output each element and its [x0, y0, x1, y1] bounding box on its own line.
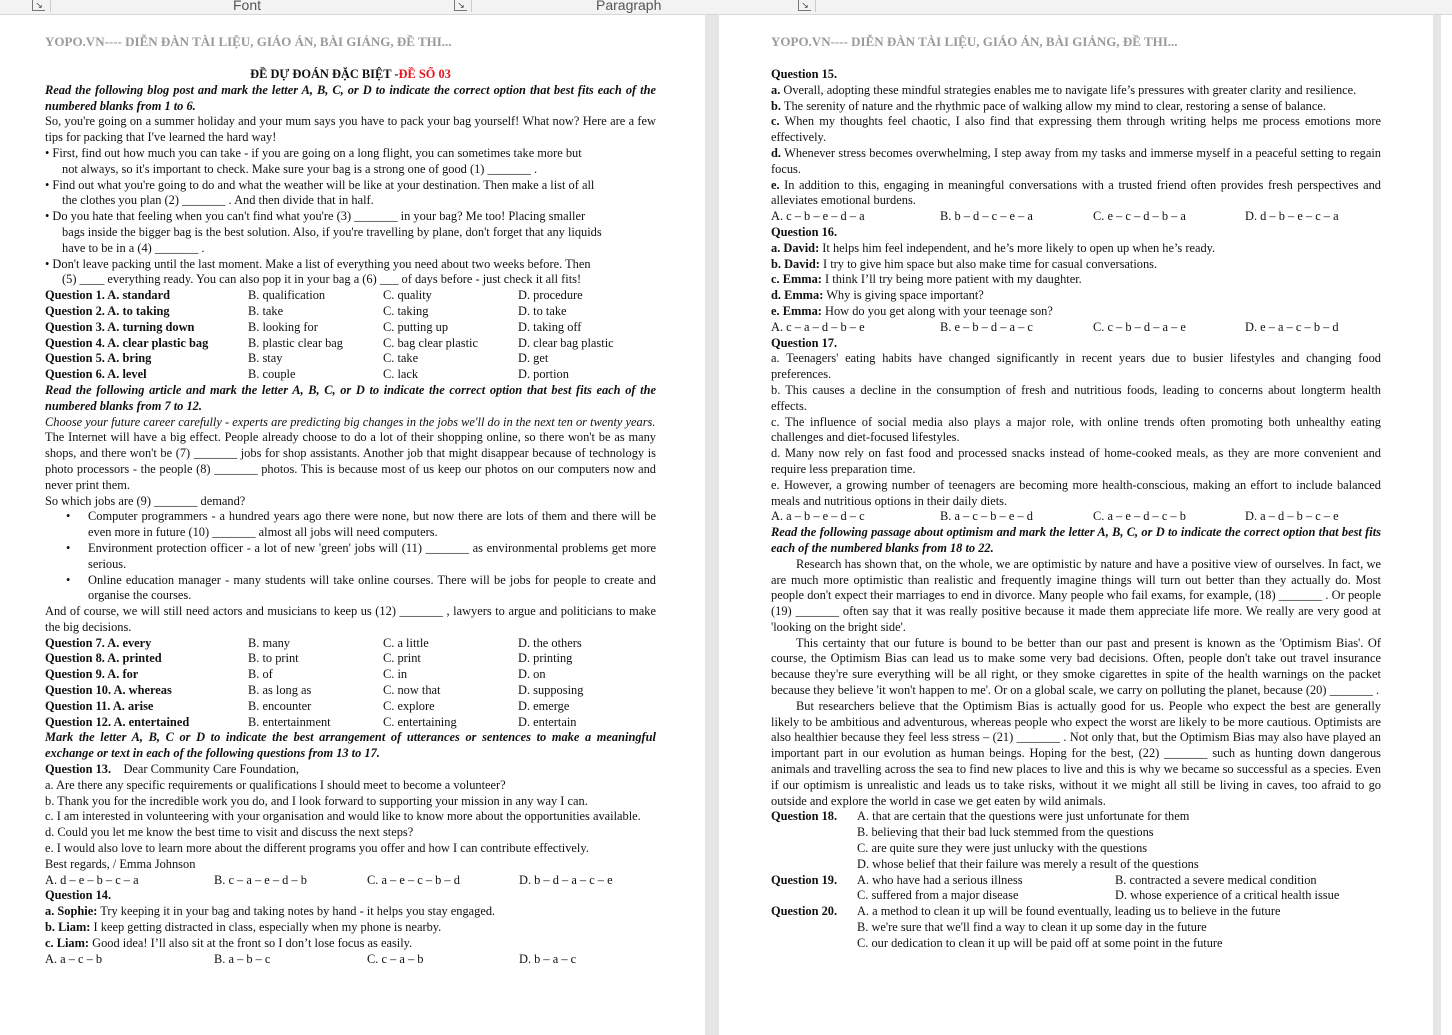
- answer-options: A. c – a – d – b – e B. e – b – d – a – c C. c – b – d – a – e D. e – a – c – b – d: [771, 319, 1339, 334]
- paragraph-dialog-launcher-icon[interactable]: ↘: [798, 0, 811, 11]
- document-page-2[interactable]: [719, 15, 1433, 1035]
- answer-options: A. a – b – e – d – c B. a – c – b – e – d C. a – e – d – c – b D. a – d – b – c – e: [771, 509, 1339, 524]
- page-header: YOPO.VN---- DIỄN ĐÀN TÀI LIỆU, GIÁO ÁN, BÀI GIẢNG, ĐỀ THI...: [45, 34, 452, 49]
- list-item: • Online education manager - many students will take online courses. There will be jobs for people to create and organise the courses.: [45, 573, 656, 605]
- question-row: Question 8. A. printed B. to print C. print D. printing: [45, 651, 573, 666]
- ribbon-group-labels: [0, 0, 1452, 15]
- passage-paragraph: Research has shown that, on the whole, we are optimistic by nature and have a positive view of ourselves. In fact, we are much more optimistic than realistic and frequently imagine things will turn out better than they actually do. Most people don't expect their marriages to end in divorce. Many people who fail exams, for example, (18) _______ . Or people (19) _______ often say that it was really positive because it made them appreciate life more. We really are very good at 'looking on the bright side'.: [771, 556, 1381, 634]
- clipboard-dialog-launcher-icon[interactable]: ↘: [32, 0, 45, 11]
- passage-paragraph: This certainty that our future is bound to be better than our past and present is known as the 'Optimism Bias'. Of course, the Optimism Bias can lead us to make some very bad decisions. Often, people don't take out travel insurance because they're sure everything will be all right, or they smoke cigarettes in spite of the health warnings on the packet because they believe 'it won't happen to me'. Or on a global scale, we carry on polluting the planet, because (20) _______ .: [771, 635, 1381, 698]
- exam-title: ĐỀ DỰ ĐOÁN ĐẶC BIỆT -ĐỀ SỐ 03: [250, 67, 451, 81]
- page-header: YOPO.VN---- DIỄN ĐÀN TÀI LIỆU, GIÁO ÁN, BÀI GIẢNG, ĐỀ THI...: [771, 34, 1178, 49]
- question-row: Question 3. A. turning down B. looking for C. putting up D. taking off: [45, 319, 582, 334]
- font-group-label: Font: [233, 0, 262, 13]
- font-dialog-launcher-icon[interactable]: ↘: [454, 0, 467, 11]
- questions-1-6: [45, 288, 656, 383]
- paragraph-group-label: Paragraph: [596, 0, 662, 13]
- list-item: • Environment protection officer - a lot of new 'green' jobs will (11) _______ as environmental problems get more serious.: [45, 541, 656, 573]
- answer-options: A. d – e – b – c – a B. c – a – e – d – b C. a – e – c – b – d D. b – d – a – c – e: [45, 872, 613, 887]
- question-row: Question 6. A. level B. couple C. lack D. portion: [45, 367, 569, 382]
- question-row: Question 7. A. every B. many C. a little D. the others: [45, 635, 582, 650]
- answer-options: A. c – b – e – d – a B. b – d – c – e – a C. e – c – d – b – a D. d – b – e – c – a: [771, 209, 1339, 224]
- questions-7-12: [45, 636, 656, 731]
- instruction-2: Read the following article and mark the letter A, B, C, or D to indicate the correct option that best fits each of the numbered blanks from 7 to 12.: [45, 382, 656, 413]
- page-2-content: Question 15. a. Overall, adopting these mindful strategies enables me to navigate life’s pressures with greater clarity and resilience. b. The serenity of nature and the rhythmic pace of walking allow my mind to clear, restoring a sense of balance. c. When my thoughts feel chaotic, I also find that expressing them through writing helps me process emotions more effectively. d. Whenever stress becomes overwhelming, I step away from my tasks and immerse myself in a peaceful setting to regain focus. e. In addition to this, engaging in meaningful conversations with a trusted friend often provides fresh perspectives and alleviates emotional burdens. A. c – b – e – d – a B. b – d – c – e – a C. e – c – d – b – a D. d – b – e – c – a Question 16. a. David: It helps him feel independent, and he’s more likely to open up when he’s ready. b. David: I try to give him space but also make time for casual conversations. c. Emma: I think I’ll try being more patient with my daughter. d. Emma: Why is giving space important? e. Emma: How do you get along with your teenage son? A. c – a – d – b – e B. e – b – d – a – c C. c – b – d – a – e D. e – a – c – b – d Question 17. a. Teenagers' eating habits have changed significantly in recent years due to busier lifestyles and changing food preferences. b. This causes a decline in the consumption of fresh and nutritious foods, leading to concerns about longterm health effects. c. The influence of social media also plays a major role, with online trends often promoting both unhealthy eating challenges and diet-focused lifestyles. d. Many now rely on fast food and processed snacks instead of home-cooked meals, as they are more convenient and require less preparation time. e. However, a growing number of teenagers are becoming more health-conscious, making an effort to include balanced meals and nutritious options in their daily diets. A. a – b – e – d – c B. a – c – b – e – d C. a – e – d – c – b D. a – d – b – c – e Read the following passage about optimism and mark the letter A, B, C, or D to indicate the correct option that best fits each of the numbered blanks from 18 to 22. Research has shown that, on the whole, we are optimistic by nature and have a positive view of ourselves. In fact, we are much more optimistic than realistic and frequently imagine things will turn out better than they actually do. Most people don't expect their marriages to end in divorce. Many people who fail exams, for example, (18) _______ . Or people (19) _______ often say that it was really positive because it made them appreciate life more. We really are very good at 'looking on the bright side'. This certainty that our future is bound to be better than our past and present is known as the 'Optimism Bias'. Of course, the Optimism Bias can lead us to make some very bad decisions. Often, people don't take out travel insurance because they're sure everything will be all right, or they smoke cigarettes in spite of the health warnings on the packet because they believe 'it won't happen to me'. Or on a global scale, we carry on polluting the planet, because (20) _______ . But researchers believe that the Optimism Bias is actually good for us. People who expect the best are generally likely to be ambitious and adventurous, whereas people who expect the worst are likely to be more cautious. Optimists are also healthier because they feel less stress – (21) _______ . Not only that, but the Optimism Bias may also have played an important part in our evolution as human beings. Hoping for the best, (22) _______ such as hunting down dangerous animals and travelling across the sea to find new places to live and this is why we became so successful as a species. Even if our optimism is unrealistic and leads us to take risks, without it we might all still be living in caves, too afraid to go outside and explore the world in case we get eaten by wild animals. Question 18. A. that are certain that the questions were just unfortunate for them B. believing that their bad luck stemmed from the questions C. are quite sure they were just unlucky with the questions D. whose belief that their failure was merely a result of the questions Question 19. A. who have had a serious illness B. contracted a severe medical condition C. suffered from a major disease D. whose experience of a critical health issue Question 20. A. a method to clean it up will be found eventually, leading us to believe in the future B. we're sure that we'll find a way to clean it up some day in the future C. our dedication to clean it up will be paid off at some point in the future: [771, 67, 1381, 950]
- article-end: And of course, we will still need actors and musicians to keep us (12) _______ , lawyers to argue and politicians to make the big decisions.: [45, 604, 656, 634]
- question-row: Question 10. A. whereas B. as long as C. now that D. supposing: [45, 683, 584, 698]
- page-1-content: ĐỀ DỰ ĐOÁN ĐẶC BIỆT -ĐỀ SỐ 03 Read the following blog post and mark the letter A, B, C, or D to indicate the correct option that best fits each of the numbered blanks from 1 to 6. So, you're going on a summer holiday and your mum says you have to pack your bag yourself! What now? Here are a few tips for packing that I've learned the hard way! • First, find out how much you can take - if you are going on a long flight, you can sometimes take more but not always, so it's important to check. Make sure your bag is a strong one of good (1) _______ . • Find out what you're going to do and what the weather will be like at your destination. Then make a list of all the clothes you plan (2) _______ . And then divide that in half. • Do you hate that feeling when you can't find what you're (3) _______ in your bag? Me too! Placing smaller bags inside the bigger bag is the best solution. Also, if you're travelling by plane, don't forget that any liquids have to be in a (4) _______ . • Don't leave packing until the last moment. Make a list of everything you need about two weeks before. Then (5) ____ everything ready. You can also pop it in your bag a (6) ___ of days before - just check it all fits! Question 1. A. standard B. qualification C. quality D. procedure Question 2. A. to taking B. take C. taking D. to take Question 3. A. turning down B. looking for C. putting up D. taking off Question 4. A. clear plastic bag B. plastic clear bag C. bag clear plastic D. clear bag plastic Question 5. A. bring B. stay C. take D. get Question 6. A. level B. couple C. lack D. portion Read the following article and mark the letter A, B, C, or D to indicate the correct option that best fits each of the numbered blanks from 7 to 12. Choose your future career carefully - experts are predicting big changes in the jobs we'll do in the next ten or twenty years. The Internet will have a big effect. People already choose to do a lot of their shopping online, so there won't be as many shops, and there won't be (7) _______ jobs for shop assistants. Another job that might disappear because of technology is photo processors - the people (8) _______ photos. This is because most of us keep our photos on our computers now and never print them. So which jobs are (9) _______ demand? • Computer programmers - a hundred years ago there were none, but now there are lots of them and there will be even more in future (10) _______ almost all jobs will need computers. • Environment protection officer - a lot of new 'green' jobs will (11) _______ as environmental problems get more serious. • Online education manager - many students will take online courses. There will be jobs for people to create and organise the courses. And of course, we will still need actors and musicians to keep us (12) _______ , lawyers to argue and politicians to make the big decisions. Question 7. A. every B. many C. a little D. the others Question 8. A. printed B. to print C. print D. printing Question 9. A. for B. of C. in D. on Question 10. A. whereas B. as long as C. now that D. supposing Question 11. A. arise B. encounter C. explore D. emerge Question 12. A. entertained B. entertainment C. entertaining D. entertain Mark the letter A, B, C or D to indicate the best arrangement of utterances or sentences to make a meaningful exchange or text in each of the following questions from 13 to 17. Question 13. Dear Community Care Foundation, a. Are there any specific requirements or qualifications I should meet to become a volunteer? b. Thank you for the incredible work you do, and I look forward to supporting your mission in any way I can. c. I am interested in volunteering with your organisation and would like to know more about the opportunities available. d. Could you let me know the best time to visit and discuss the next steps? e. I would also love to learn more about the different programs you offer and how I can contribute effectively. Best regards, / Emma Johnson A. d – e – b – c – a B. c – a – e – d – b C. a – e – c – b – d D. b – d – a – c – e Question 14. a. Sophie: Try keeping it in your bag and taking notes by hand - it helps you stay engaged. b. Liam: I keep getting distracted in class, especially when my phone is nearby. c. Liam: Good idea! I’ll also sit at the front so I don’t lose focus as easily. A. a – c – b B. a – b – c C. c – a – b D. b – a – c: [45, 67, 656, 967]
- question-row: Question 2. A. to taking B. take C. taking D. to take: [45, 303, 567, 318]
- instruction-3: Mark the letter A, B, C or D to indicate the best arrangement of utterances or sentences to make a meaningful exchange or text in each of the following questions from 13 to 17.: [45, 730, 656, 761]
- question-row: Question 4. A. clear plastic bag B. plastic clear bag C. bag clear plastic D. clear bag plastic: [45, 335, 614, 350]
- answer-options: A. a – c – b B. a – b – c C. c – a – b D. b – a – c: [45, 951, 577, 966]
- instruction-4: Read the following passage about optimism and mark the letter A, B, C, or D to indicate the correct option that best fits each of the numbered blanks from 18 to 22.: [771, 525, 1381, 555]
- question-row: Question 1. A. standard B. qualification C. quality D. procedure: [45, 288, 583, 303]
- passage-paragraph: But researchers believe that the Optimism Bias is actually good for us. People who expect the best are generally likely to be ambitious and adventurous, whereas people who expect the worst are likely to be more cautious. Optimists are also healthier because they feel less stress – (21) _______ . Not only that, but the Optimism Bias may also have played an important part in our evolution as human beings. Hoping for the best, (22) _______ such as hunting down dangerous animals and travelling across the sea to find new places to live and this is why we became so successful as a species. Even if our optimism is unrealistic and leads us to take risks, without it we might all still be living in caves, too afraid to go outside and explore the world in case we get eaten by wild animals.: [771, 698, 1381, 808]
- article-intro: Choose your future career carefully - experts are predicting big changes in the jobs we'll do in the next ten or twenty years.: [45, 414, 656, 429]
- question-row: Question 12. A. entertained B. entertainment C. entertaining D. entertain: [45, 714, 577, 729]
- document-page-1[interactable]: [0, 15, 705, 1035]
- document-page-3-edge[interactable]: [1441, 15, 1452, 1035]
- list-item: • Computer programmers - a hundred years ago there were none, but now there are lots of them and there will be even more in future (10) _______ almost all jobs will need computers.: [45, 509, 656, 541]
- question-row: Question 9. A. for B. of C. in D. on: [45, 667, 546, 682]
- instruction-1: Read the following blog post and mark the letter A, B, C, or D to indicate the correct option that best fits each of the numbered blanks from 1 to 6.: [45, 82, 656, 113]
- question-row: Question 5. A. bring B. stay C. take D. get: [45, 351, 549, 366]
- question-row: Question 11. A. arise B. encounter C. explore D. emerge: [45, 698, 570, 713]
- article-paragraph: The Internet will have a big effect. People already choose to do a lot of their shopping online, so there won't be as many shops, and there won't be (7) _______ jobs for shop assistants. Another job that might disappear because of technology is photo processors - the people (8) _______ photos. This is because most of us keep our photos on our computers now and never print them.: [45, 430, 656, 492]
- blog-intro: So, you're going on a summer holiday and your mum says you have to pack your bag yourself! What now? Here are a few tips for packing that I've learned the hard way!: [45, 114, 656, 145]
